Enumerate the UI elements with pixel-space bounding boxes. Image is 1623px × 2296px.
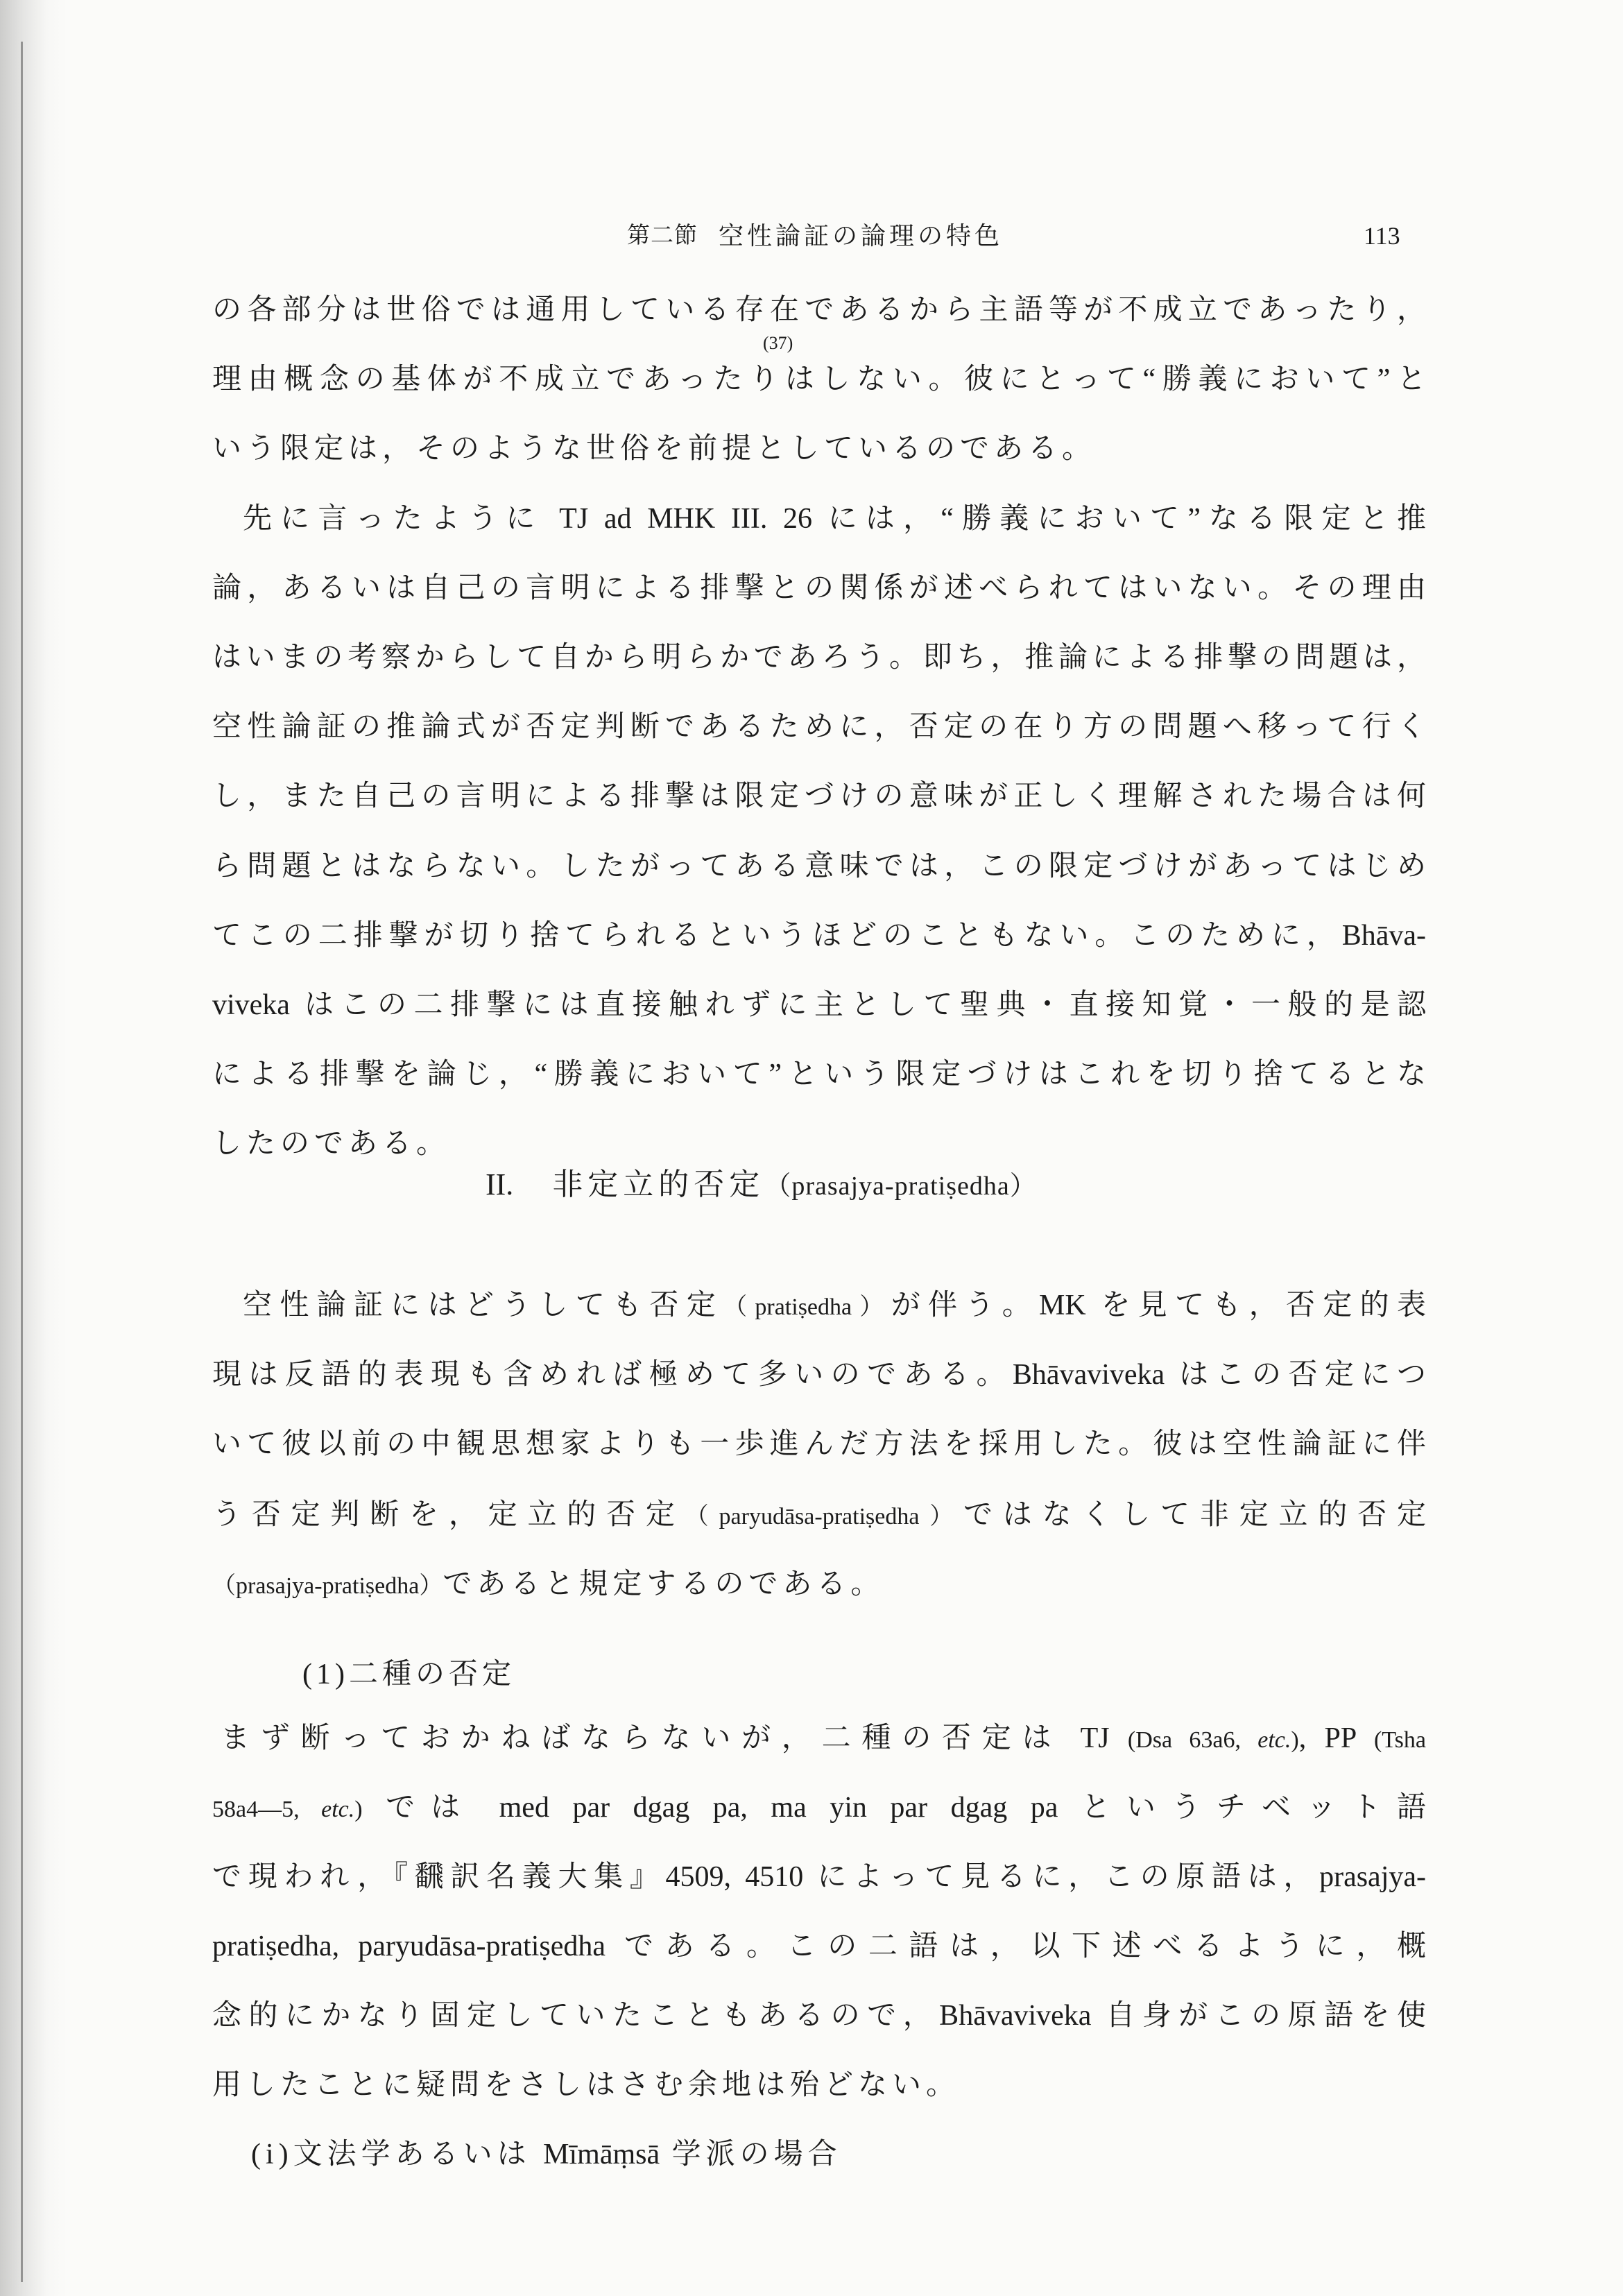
line-text: , PP xyxy=(1298,1722,1374,1754)
line-text: いう限定は，そのような世俗を前提としているのである。 xyxy=(212,433,1097,465)
line-text: はいまの考察からして自から明らかであろう。即ち，推論による排撃の問題は， xyxy=(212,642,1426,674)
heading-text: 学派の場合 xyxy=(660,2139,842,2170)
line-text: では med par dgag pa, ma yin par dgag pa というチベット語 xyxy=(362,1792,1426,1824)
paragraph-line xyxy=(212,1773,1426,1842)
line-text: てこの二排撃が切り捨てられるというほどのこともない。このために，Bhāva- xyxy=(212,920,1426,952)
citation-etc: etc. xyxy=(1257,1727,1291,1753)
heading-text: (i)文法学あるいは xyxy=(251,2139,544,2170)
line-text: 論，あるいは自己の言明による排撃との関係が述べられてはいない。その理由 xyxy=(212,572,1426,604)
paragraph-line xyxy=(212,970,1426,1040)
paragraph-line xyxy=(221,1704,1426,1773)
citation: ) xyxy=(354,1797,363,1822)
line-text: 現は反語的表現も含めれば極めて多いのである。Bhāvaviveka はこの否定につ xyxy=(212,1359,1426,1391)
line-text: による排撃を論じ，“勝義において”という限定づけはこれを切り捨てるとな xyxy=(212,1059,1426,1090)
paragraph-line xyxy=(212,554,1426,623)
subsection-heading: (1)二種の否定 xyxy=(302,1659,515,1690)
sanskrit-term: （pratiṣedha） xyxy=(723,1294,891,1320)
paragraph-line xyxy=(212,1340,1426,1410)
line-text: 空性論証にはどうしても否定 xyxy=(243,1290,724,1321)
line-text: で現われ，『飜訳名義大集』4509, 4510 によって見るに，この原語は，prasajya- xyxy=(212,1861,1426,1893)
paragraph-line xyxy=(212,414,1096,483)
line-text: の各部分は世俗では通用している存在であるから主語等が不成立であったり， xyxy=(212,294,1426,326)
paragraph-line xyxy=(212,692,1426,762)
citation: ) xyxy=(1291,1727,1299,1753)
citation: (Dsa 63a6, xyxy=(1127,1727,1258,1753)
line-text: pratiṣedha, paryudāsa-pratiṣedha である。この二語は，以下述べるように，概 xyxy=(212,1930,1426,1962)
line-text: 念的にかなり固定していたこともあるので，Bhāvaviveka 自身がこの原語を使 xyxy=(212,2000,1426,2032)
line-text: し，また自己の言明による排撃は限定づけの意味が正しく理解された場合は何 xyxy=(212,780,1426,812)
paragraph-line xyxy=(212,623,1426,692)
paragraph-line xyxy=(212,2050,960,2120)
line-text: ら問題とはならない。したがってある意味では，この限定づけがあってはじめ xyxy=(212,850,1426,882)
paragraph-line xyxy=(212,275,1426,345)
sanskrit-term: （paryudāsa-pratiṣedha） xyxy=(685,1504,964,1530)
paragraph-line xyxy=(212,762,1426,831)
section-gloss: （prasajya-pratiṣedha） xyxy=(764,1172,1037,1201)
heading-term: Mīmāṃsā xyxy=(543,2139,660,2170)
citation: 58a4—5, xyxy=(212,1797,322,1822)
header-section-label: 第二節 xyxy=(627,223,698,248)
subsubsection-heading xyxy=(251,2120,842,2189)
paragraph-line xyxy=(243,484,1426,554)
paragraph-line xyxy=(212,345,1426,414)
paragraph-line xyxy=(212,901,1426,970)
paragraph-line xyxy=(212,1109,450,1179)
citation-etc: etc. xyxy=(321,1797,355,1822)
sanskrit-term: （prasajya-pratiṣedha） xyxy=(212,1573,443,1599)
binding-edge-line xyxy=(21,42,23,2282)
page-number: 113 xyxy=(1364,222,1400,250)
line-text: が伴う。MK を見ても，否定的表 xyxy=(891,1290,1426,1321)
section-heading xyxy=(486,1150,1037,1219)
paragraph-line xyxy=(243,1271,1426,1340)
line-text: 用したことに疑問をさしはさむ余地は殆どない。 xyxy=(212,2069,961,2101)
line-text: であると規定するのである。 xyxy=(443,1568,885,1600)
paragraph-line xyxy=(212,1912,1426,1981)
header-title: 空性論証の論理の特色 xyxy=(719,222,1004,250)
paragraph-line xyxy=(212,1981,1426,2050)
line-text: いて彼以前の中観思想家よりも一歩進んだ方法を採用した。彼は空性論証に伴 xyxy=(212,1428,1426,1460)
footnote-reference: (37) xyxy=(763,333,793,353)
paragraph-line xyxy=(212,1040,1426,1109)
line-text: 空性論証の推論式が否定判断であるために，否定の在り方の問題へ移って行く xyxy=(212,711,1426,743)
section-number: II. xyxy=(486,1167,514,1201)
line-text: したのである。 xyxy=(212,1128,451,1160)
paragraph-line xyxy=(212,832,1426,901)
line-text: まず断っておかねばならないが，二種の否定は TJ xyxy=(221,1722,1128,1754)
section-title: 非定立的否定 xyxy=(552,1167,765,1201)
paragraph-line xyxy=(212,1550,884,1619)
paragraph-line xyxy=(212,1410,1426,1479)
line-text: う否定判断を，定立的否定 xyxy=(212,1499,685,1531)
line-text: ではなくして非定立的否定 xyxy=(963,1499,1426,1531)
line-text: viveka はこの二排撃には直接触れずに主として聖典・直接知覚・一般的是認 xyxy=(212,989,1426,1021)
paragraph-line xyxy=(212,1842,1426,1912)
line-text: 理由概念の基体が不成立であったりはしない。彼にとって“勝義において”と xyxy=(212,363,1426,395)
paragraph-line xyxy=(212,1480,1426,1550)
line-text: 先に言ったように TJ ad MHK III. 26 には，“勝義において”なる限定と推 xyxy=(243,503,1426,535)
binding-edge-shadow xyxy=(0,0,67,2296)
citation: (Tsha xyxy=(1373,1727,1426,1753)
